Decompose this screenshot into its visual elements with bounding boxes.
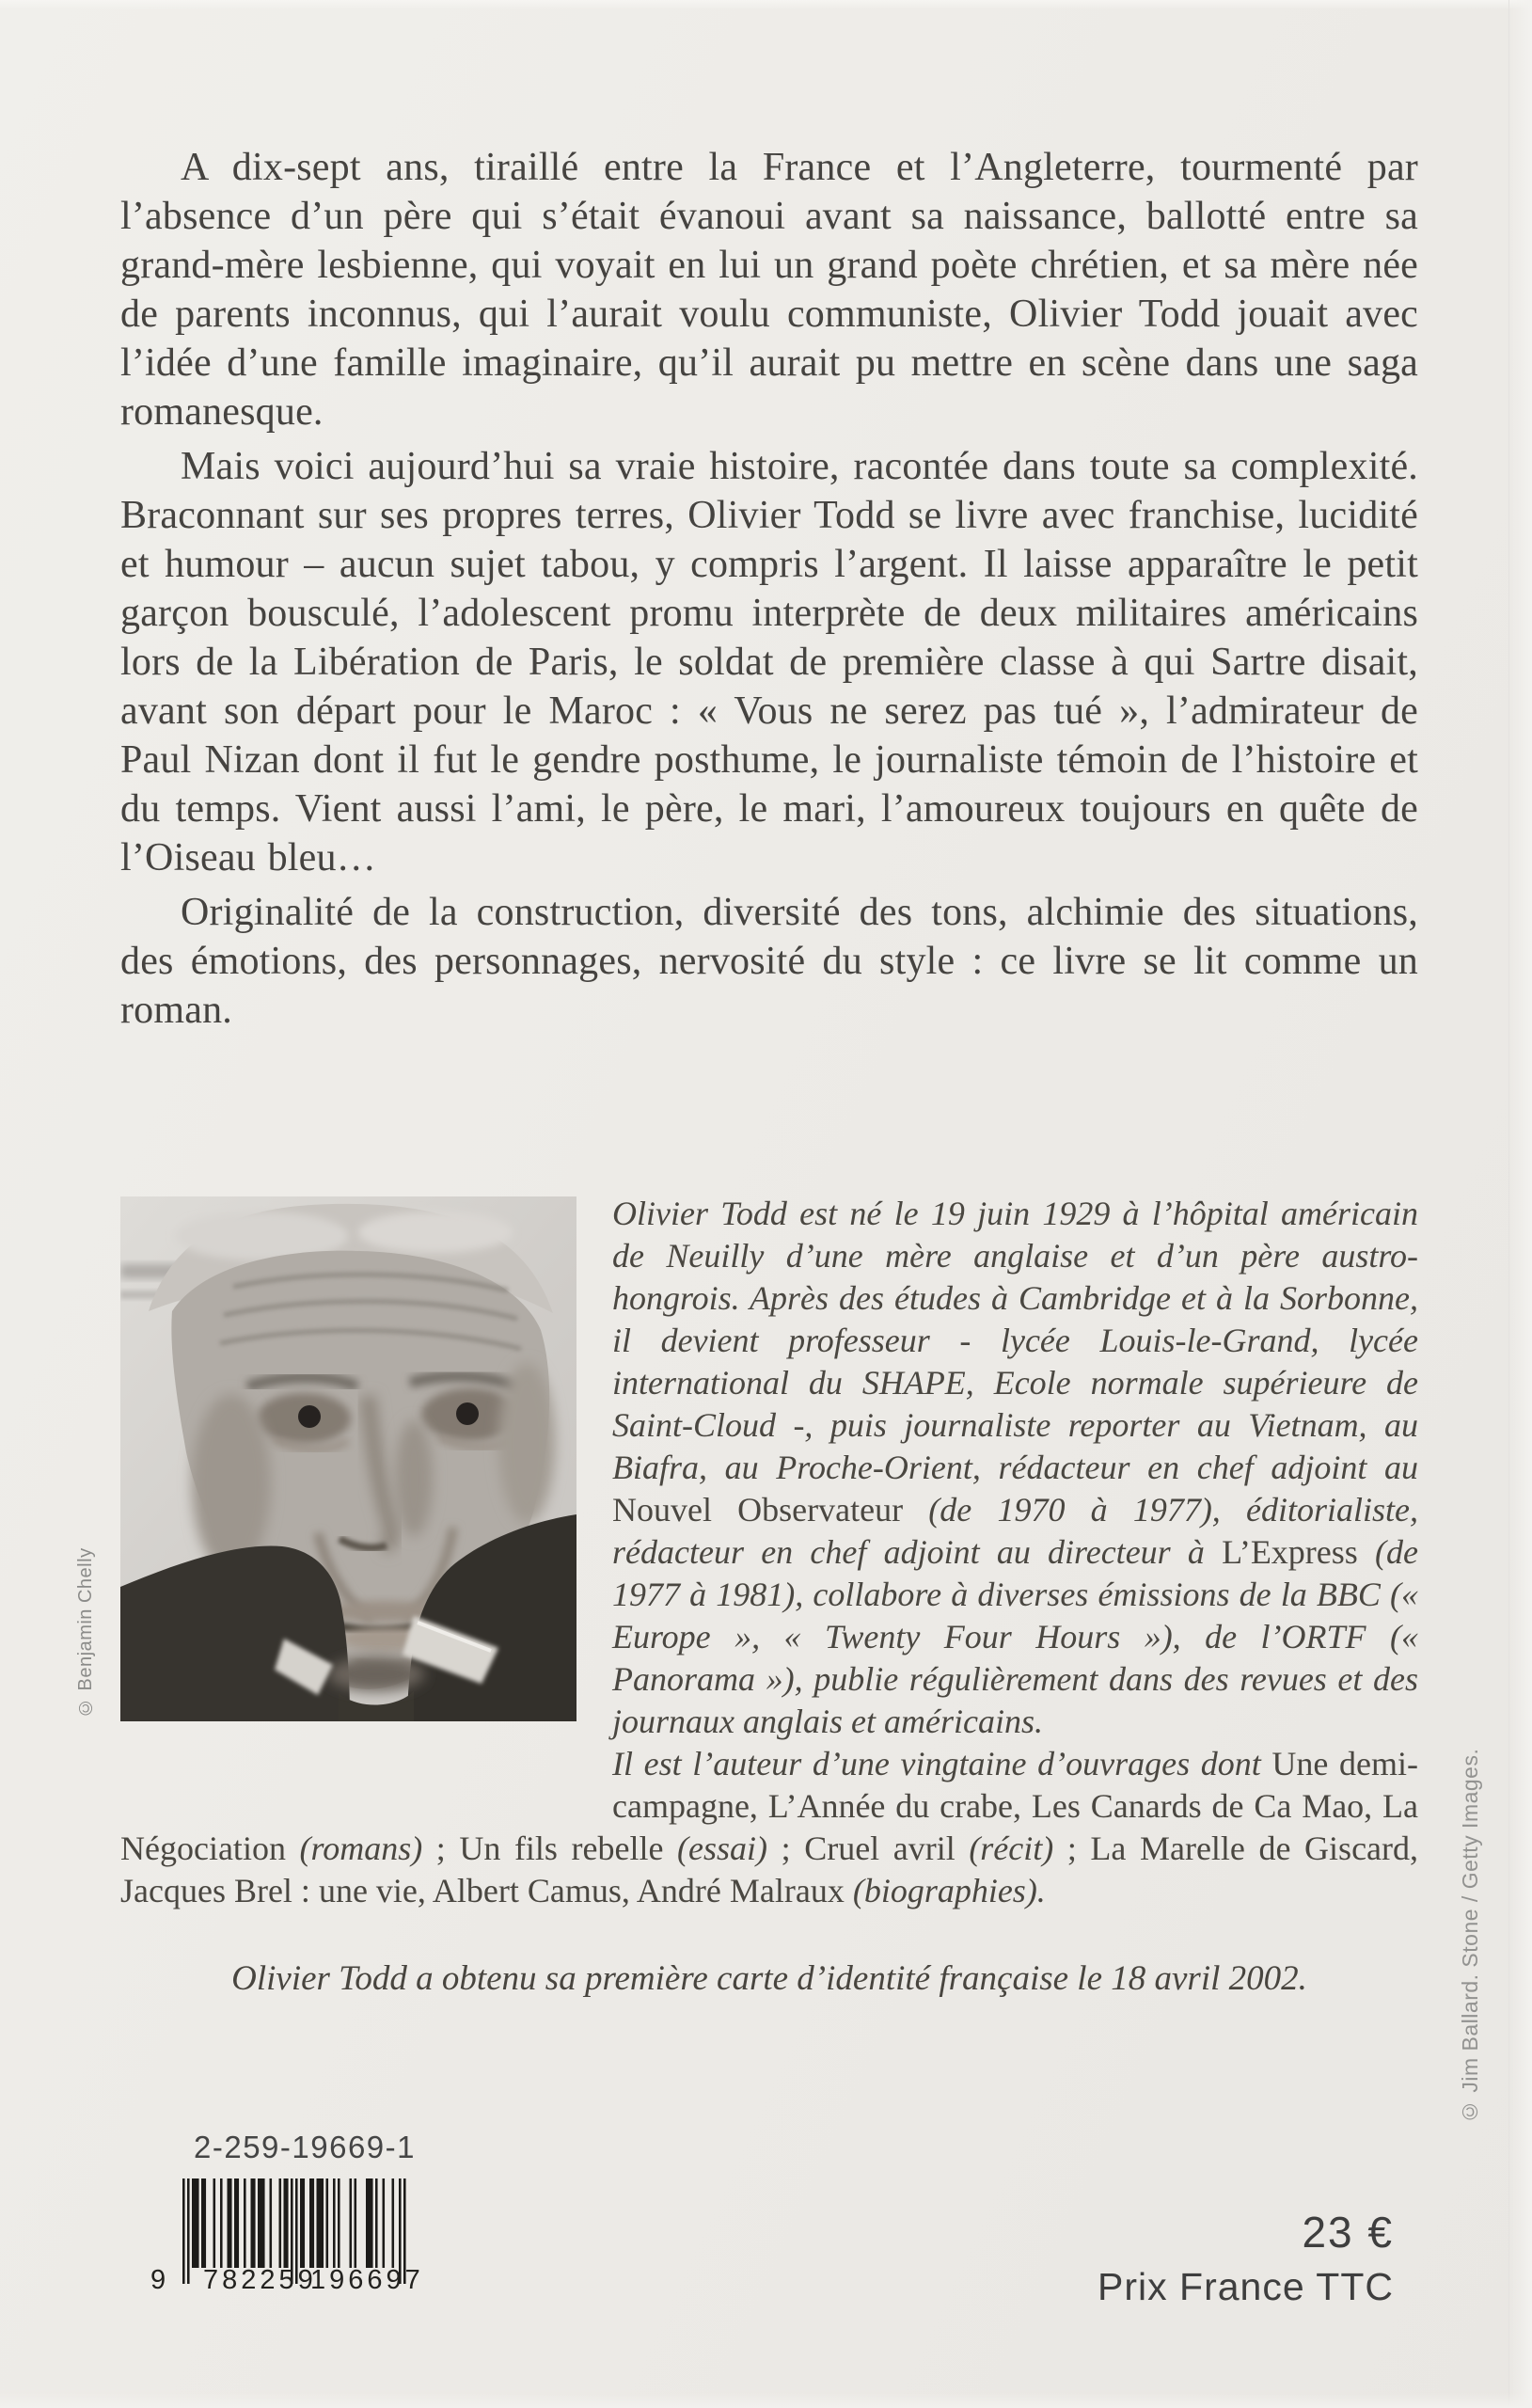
page-edge-top — [0, 0, 1532, 9]
price-label: Prix France TTC — [1098, 2265, 1394, 2308]
author-portrait-image — [120, 1196, 576, 1721]
bio-paragraph: Olivier Todd est né le 19 juin 1929 à l’hôpital américain de Neuilly d’une mère anglaise et d’un père austro-hongrois. Après des études à Cambridge et à la Sorbonne, il devient professeur - lycée Louis-le-Grand, lycée international du SHAPE, Ecole normale supérieure de Saint-Cloud -, puis journaliste reporter au Vietnam, au Biafra, au Proche-Orient, rédacteur en chef adjoint au Nouvel Observateur (de 1970 à 1977), éditorialiste, rédacteur en chef adjoint au directeur à L’Express (de 1977 à 1981), collabore à diverses émissions de la BBC (« Europe », « Twenty Four Hours »), de l’ORTF (« Panorama »), publie régulièrement dans des revues et des journaux anglais et américains. — [612, 1195, 1418, 1740]
barcode-digits-left: 782259 — [203, 2265, 317, 2295]
barcode-digit-first: 9 — [150, 2265, 170, 2295]
photo-credit-cover: © Jim Ballard. Stone / Getty Images. — [1458, 1748, 1482, 2124]
barcode-digits-right: 196697 — [310, 2265, 424, 2295]
blurb-paragraph: A dix-sept ans, tiraillé entre la France et l’Angleterre, tourmenté par l’absence d’un père qui s’était évanoui avant sa naissance, ballotté entre sa grand-mère lesbienne, qui voyait en lui un grand poète chrétien, et sa mère née de parents inconnus, qui l’aurait voulu communiste, Olivier Todd jouait avec l’idée d’une famille imaginaire, qu’il aurait pu mettre en scène dans une saga romanesque. — [120, 146, 1418, 434]
price-block — [924, 2207, 1394, 2309]
page-edge-right — [1508, 0, 1532, 2408]
isbn-number: 2-259-19669-1 — [194, 2130, 416, 2164]
blurb-paragraph: Mais voici aujourd’hui sa vraie histoire, racontée dans toute sa complexité. Braconnant sur ses propres terres, Olivier Todd se livre avec franchise, lucidité et humour – aucun sujet tabou, y compris l’argent. Il laisse apparaître le petit garçon bousculé, l’adolescent promu interprète de deux militaires américains lors de la Libération de Paris, le soldat de première classe à qui Sartre disait, avant son départ pour le Maroc : « Vous ne serez pas tué », l’admirateur de Paul Nizan dont il fut le gendre posthume, le journaliste témoin de l’histoire et du temps. Vient aussi l’ami, le père, le mari, l’amoureux toujours en quête de l’Oiseau bleu… — [120, 445, 1418, 879]
price: 23 € — [1302, 2208, 1394, 2257]
identity-card-tagline: Olivier Todd a obtenu sa première carte d’identité française le 18 avril 2002. — [231, 1959, 1307, 1998]
bio-paragraph: Il est l’auteur d’une vingtaine d’ouvrages dont Une demi-campagne, L’Année du crabe, Les Canards de Ca Mao, La Négociation (romans) ; Un fils rebelle (essai) ; Cruel avril (récit) ; La Marelle de Giscard, Jacques Brel : une vie, Albert Camus, André Malraux (biographies). — [120, 1745, 1419, 1909]
page-edge-bottom — [0, 2393, 1532, 2408]
barcode — [150, 2178, 424, 2303]
back-cover-blurb — [120, 143, 1418, 1040]
author-photo — [120, 1196, 576, 1721]
photo-credit-portrait: © Benjamin Chelly — [75, 1547, 96, 1718]
author-bio-section — [120, 1193, 1418, 1912]
blurb-paragraph: Originalité de la construction, diversité des tons, alchimie des situations, des émotions, des personnages, nervosité du style : ce livre se lit comme un roman. — [120, 891, 1418, 1032]
